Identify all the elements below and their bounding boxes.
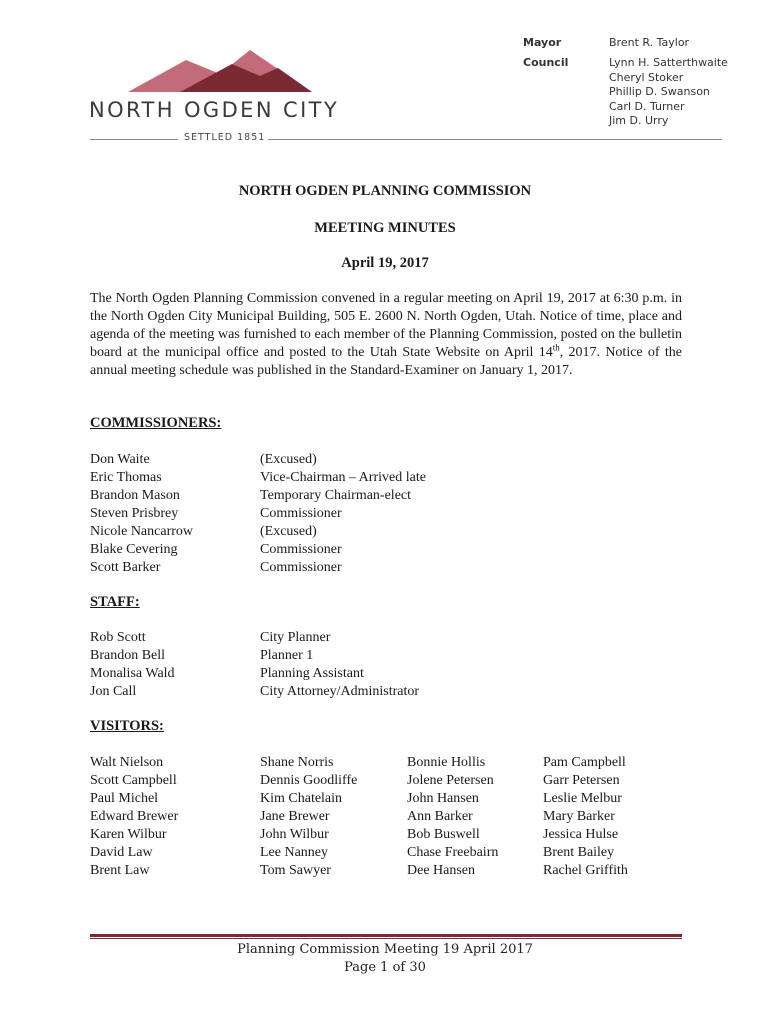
list-item: City Attorney/Administrator bbox=[260, 684, 420, 699]
list-item: Leslie Melbur bbox=[543, 791, 622, 806]
list-item: (Excused) bbox=[260, 452, 317, 467]
list-item: Ann Barker bbox=[407, 809, 473, 824]
council-label: Council bbox=[523, 56, 569, 69]
list-item: Tom Sawyer bbox=[260, 863, 331, 878]
visitors-heading: VISITORS: bbox=[90, 718, 164, 734]
list-item: Chase Freebairn bbox=[407, 845, 499, 860]
staff-roles bbox=[260, 629, 419, 701]
list-item: Paul Michel bbox=[90, 791, 159, 806]
list-item: Commissioner bbox=[260, 542, 342, 557]
ordinal-suffix: th bbox=[552, 342, 560, 353]
list-item: Garr Petersen bbox=[543, 773, 620, 788]
list-item: Pam Campbell bbox=[543, 755, 626, 770]
list-item: Monalisa Wald bbox=[90, 666, 175, 681]
list-item: Scott Campbell bbox=[90, 773, 177, 788]
commissioners-heading: COMMISSIONERS: bbox=[90, 415, 222, 431]
divider bbox=[90, 934, 682, 937]
staff-names bbox=[90, 629, 175, 701]
list-item: Edward Brewer bbox=[90, 809, 179, 824]
visitors-column-4 bbox=[543, 754, 628, 880]
commissioner-roles bbox=[260, 451, 426, 577]
list-item: Planning Assistant bbox=[260, 666, 364, 681]
list-item: Eric Thomas bbox=[90, 470, 162, 485]
page-number: Page 1 of 30 bbox=[344, 960, 426, 975]
list-item: Jon Call bbox=[90, 684, 137, 699]
list-item: Brent Law bbox=[90, 863, 150, 878]
list-item: Bob Buswell bbox=[407, 827, 480, 842]
intro-text: The North Ogden Planning Commission convened in a regular meeting on April 19, 2017 at 6:30 p.m. in the North Ogden City Municipal Building, 505 E. 2600 N. North Ogden, Utah. Notice of time, place and agenda of the meeting was furnished to each member of the Planning Commission, posted on the bulletin board at the municipal office and posted to the Utah State Website on April 14 bbox=[90, 291, 682, 360]
list-item: Karen Wilbur bbox=[90, 827, 167, 842]
divider bbox=[90, 139, 178, 140]
document-title: NORTH OGDEN PLANNING COMMISSION bbox=[238, 183, 532, 199]
council-member: Phillip D. Swanson bbox=[609, 85, 710, 98]
list-item: Commissioner bbox=[260, 506, 342, 521]
council-member: Cheryl Stoker bbox=[609, 70, 684, 84]
list-item: David Law bbox=[90, 845, 153, 860]
list-item: Blake Cevering bbox=[90, 542, 178, 557]
list-item: Rob Scott bbox=[90, 630, 146, 645]
list-item: Nicole Nancarrow bbox=[90, 524, 194, 539]
intro-paragraph bbox=[90, 290, 682, 380]
list-item: Jane Brewer bbox=[260, 809, 330, 824]
list-item: Rachel Griffith bbox=[543, 863, 628, 878]
list-item: Temporary Chairman-elect bbox=[260, 488, 412, 503]
list-item: Brent Bailey bbox=[543, 845, 615, 860]
list-item: Lee Nanney bbox=[260, 845, 329, 860]
visitors-column-3 bbox=[407, 754, 498, 880]
list-item: (Excused) bbox=[260, 524, 317, 539]
list-item: Steven Prisbrey bbox=[90, 506, 179, 521]
list-item: Walt Nielson bbox=[90, 755, 164, 770]
list-item: Dennis Goodliffe bbox=[260, 773, 358, 788]
intro-text-end: , 2017. Notice of the annual meeting schedule was published in the Standard-Examiner on January 1, 2017. bbox=[90, 345, 682, 378]
divider bbox=[268, 139, 722, 140]
council-member: Carl D. Turner bbox=[609, 99, 685, 113]
settled-row bbox=[90, 132, 722, 146]
list-item: Planner 1 bbox=[260, 648, 314, 663]
list-item: Jessica Hulse bbox=[543, 827, 619, 842]
mayor-label: Mayor bbox=[523, 36, 562, 49]
footer-rule bbox=[90, 934, 682, 940]
meeting-date: April 19, 2017 bbox=[341, 255, 429, 271]
mountains-logo-icon bbox=[128, 46, 312, 92]
list-item: Brandon Bell bbox=[90, 648, 166, 663]
commissioner-names bbox=[90, 451, 193, 577]
visitors-column-2 bbox=[260, 754, 357, 880]
council-member: Lynn H. Satterthwaite bbox=[609, 56, 728, 69]
list-item: City Planner bbox=[260, 630, 331, 645]
city-name: NORTH OGDEN CITY bbox=[89, 98, 340, 122]
list-item: Commissioner bbox=[260, 560, 342, 575]
list-item: John Hansen bbox=[407, 791, 479, 806]
council-member: Jim D. Urry bbox=[609, 114, 669, 127]
settled-text: SETTLED 1851 bbox=[184, 132, 266, 143]
list-item: Shane Norris bbox=[260, 755, 334, 770]
list-item: Kim Chatelain bbox=[260, 791, 343, 806]
visitors-column-1 bbox=[90, 754, 178, 880]
list-item: Dee Hansen bbox=[407, 863, 476, 878]
staff-heading: STAFF: bbox=[90, 594, 140, 610]
divider bbox=[90, 938, 682, 939]
list-item: Mary Barker bbox=[543, 809, 615, 824]
list-item: John Wilbur bbox=[260, 827, 329, 842]
mayor-name: Brent R. Taylor bbox=[609, 36, 690, 49]
footer-title: Planning Commission Meeting 19 April 2017 bbox=[237, 942, 533, 957]
list-item: Scott Barker bbox=[90, 560, 161, 575]
list-item: Jolene Petersen bbox=[407, 773, 494, 788]
list-item: Don Waite bbox=[90, 452, 150, 467]
list-item: Bonnie Hollis bbox=[407, 755, 486, 770]
list-item: Vice-Chairman – Arrived late bbox=[260, 470, 426, 485]
document-subtitle: MEETING MINUTES bbox=[314, 220, 456, 236]
list-item: Brandon Mason bbox=[90, 488, 180, 503]
